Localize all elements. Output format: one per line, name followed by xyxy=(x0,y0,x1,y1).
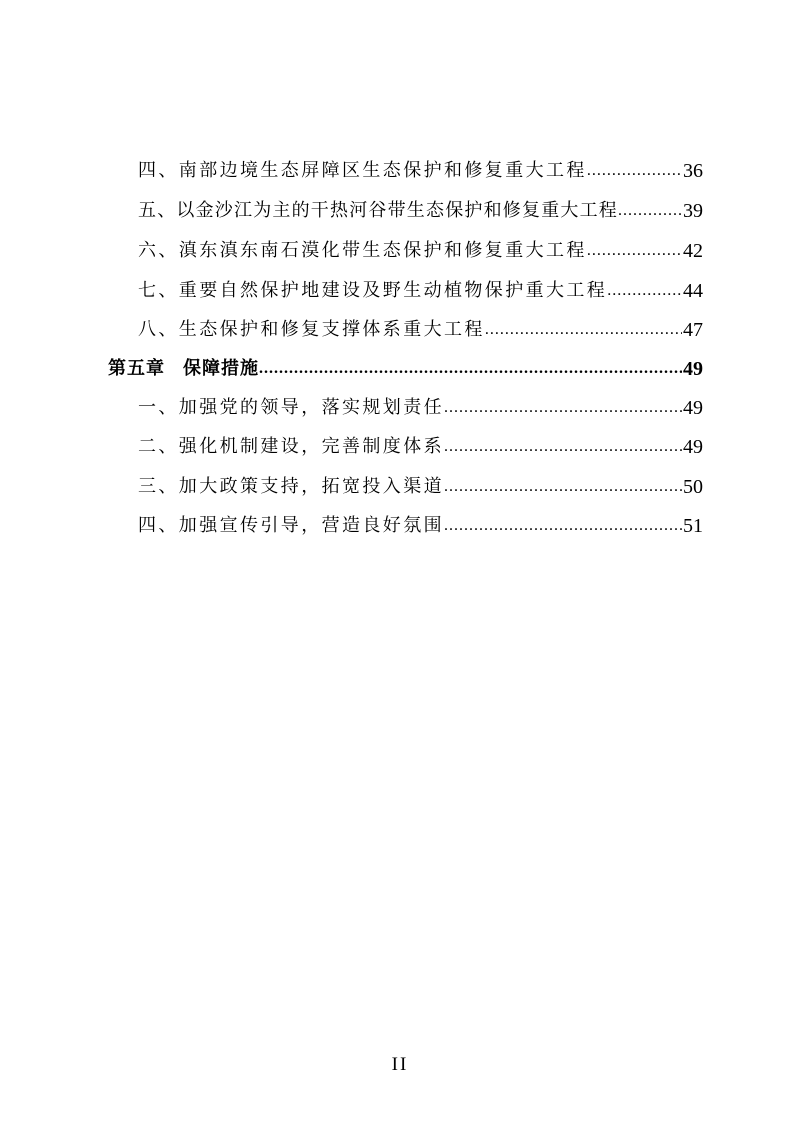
toc-entry-title: 四、加强宣传引导，营造良好氛围 xyxy=(138,515,444,536)
chapter-number: 第五章 xyxy=(108,358,165,379)
toc-entry-title: 八、生态保护和修复支撑体系重大工程 xyxy=(138,319,485,340)
toc-entry-mechanism-building[interactable] xyxy=(138,422,703,458)
toc-entry-title: 七、重要自然保护地建设及野生动植物保护重大工程 xyxy=(138,280,608,301)
toc-page-number: 51 xyxy=(683,515,703,537)
dot-leader xyxy=(587,160,682,182)
toc-page-number: 39 xyxy=(683,200,703,222)
toc-entry-southern-border[interactable] xyxy=(138,146,703,182)
toc-page-number: 50 xyxy=(683,476,703,498)
toc-page-number: 49 xyxy=(683,436,703,458)
toc-page-number: 47 xyxy=(683,319,703,341)
toc-entry-publicity[interactable] xyxy=(138,501,703,537)
dot-leader xyxy=(259,358,682,380)
toc-chapter-title xyxy=(108,358,259,380)
chapter-title: 保障措施 xyxy=(183,358,259,379)
toc-chapter-five[interactable] xyxy=(108,344,703,380)
toc-entry-title: 三、加大政策支持，拓宽投入渠道 xyxy=(138,476,444,497)
toc-page-number: 36 xyxy=(683,160,703,182)
page-footer-number: II xyxy=(391,1054,409,1075)
dot-leader xyxy=(444,476,682,498)
toc-entry-rocky-desertification[interactable] xyxy=(138,226,703,262)
toc-entry-title: 一、加强党的领导，落实规划责任 xyxy=(138,397,444,418)
dot-leader xyxy=(485,319,682,341)
dot-leader xyxy=(444,515,682,537)
toc-page-number: 42 xyxy=(683,240,703,262)
toc-entry-party-leadership[interactable] xyxy=(138,383,703,419)
toc-page-number: 49 xyxy=(683,397,703,419)
toc-entry-title: 四、南部边境生态屏障区生态保护和修复重大工程 xyxy=(138,160,587,181)
dot-leader xyxy=(444,436,682,458)
toc-page-number: 49 xyxy=(683,358,703,380)
toc-page-number: 44 xyxy=(683,280,703,302)
toc-entry-policy-support[interactable] xyxy=(138,462,703,498)
toc-entry-support-system[interactable] xyxy=(138,305,703,341)
toc-entry-title: 二、强化机制建设，完善制度体系 xyxy=(138,436,444,457)
dot-leader xyxy=(444,397,682,419)
toc-entry-jinsha-river[interactable] xyxy=(138,186,703,222)
toc-entry-title: 五、以金沙江为主的干热河谷带生态保护和修复重大工程 xyxy=(138,200,618,221)
toc-entry-title: 六、滇东滇东南石漠化带生态保护和修复重大工程 xyxy=(138,240,587,261)
dot-leader xyxy=(607,280,682,302)
toc-entry-nature-reserves[interactable] xyxy=(138,266,703,302)
dot-leader xyxy=(587,240,682,262)
dot-leader xyxy=(618,200,682,222)
